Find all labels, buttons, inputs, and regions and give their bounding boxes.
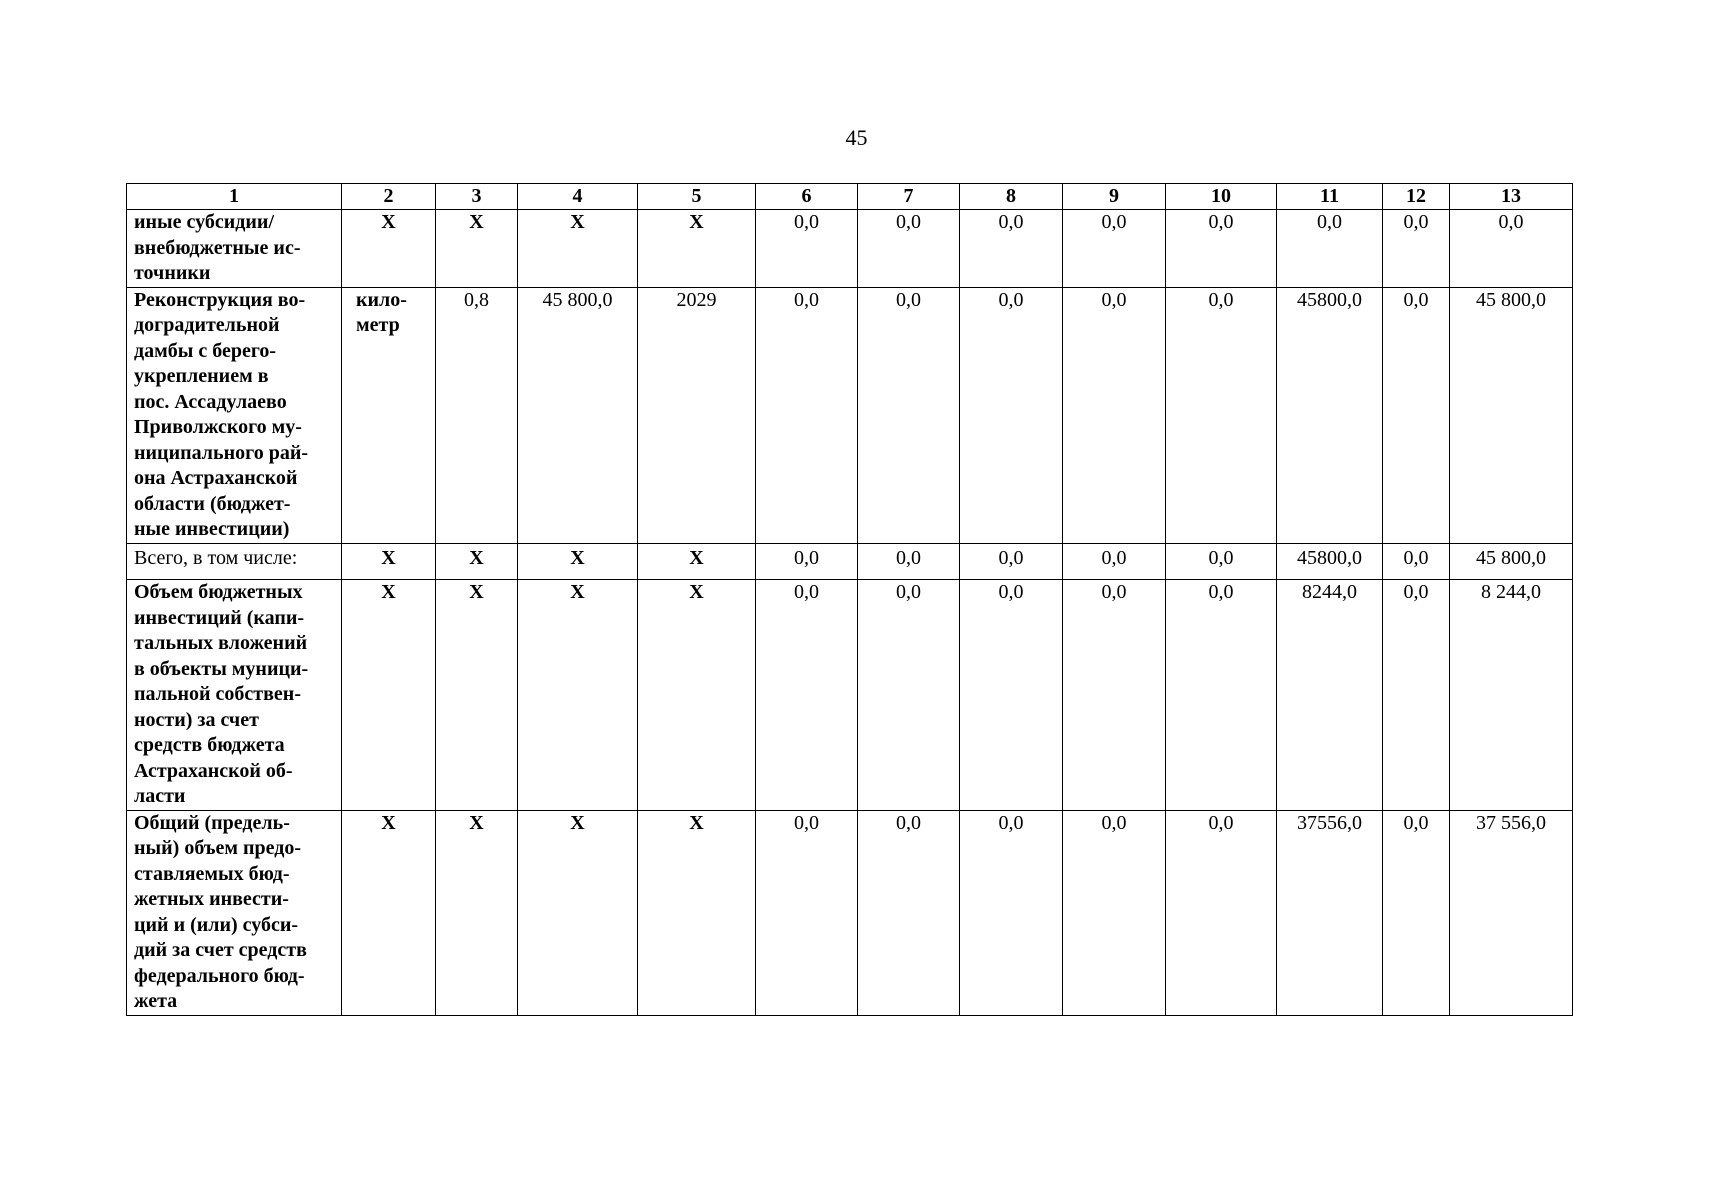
table-cell: 0,0: [1166, 287, 1277, 543]
table-cell: Х: [436, 210, 518, 288]
table-cell: 0,8: [436, 287, 518, 543]
table-cell: 0,0: [1063, 210, 1166, 288]
table-cell: Х: [638, 210, 756, 288]
row-name-line: тальных вложений: [134, 632, 308, 654]
table-cell: Х: [436, 810, 518, 1015]
table-row: [127, 287, 1573, 543]
table-cell: 0,0: [1166, 580, 1277, 811]
row-name-line: ций и (или) субси-: [134, 913, 299, 936]
row-name-cell: [127, 210, 342, 288]
row-name-line: в объекты муници-: [134, 657, 309, 680]
column-header: 1: [127, 184, 342, 210]
table-cell: 0,0: [1166, 810, 1277, 1015]
table-cell: 0,0: [858, 287, 960, 543]
table-cell: 45800,0: [1277, 543, 1383, 580]
row-name-cell: [127, 580, 342, 811]
column-header: 6: [756, 184, 858, 210]
row-name-line: ный) объем предо-: [134, 837, 302, 859]
table-cell: Х: [518, 210, 638, 288]
row-name-line: средств бюджета: [134, 734, 285, 756]
table-cell: Х: [342, 580, 436, 811]
row-name-line: пос. Ассадулаево: [134, 390, 287, 413]
page-number: 45: [845, 125, 868, 150]
table-cell: 45 800,0: [518, 287, 638, 543]
table-cell: 0,0: [960, 543, 1063, 580]
table-cell: Х: [436, 543, 518, 580]
table-cell: 0,0: [1383, 210, 1450, 288]
table-cell: 0,0: [756, 810, 858, 1015]
table-header-row: [127, 184, 1573, 210]
row-name-line: жета: [134, 990, 178, 1012]
table-cell: 45 800,0: [1450, 287, 1573, 543]
row-name-line: Общий (предель-: [134, 811, 290, 834]
table-cell: Х: [518, 580, 638, 811]
table-cell: 0,0: [960, 210, 1063, 288]
table-cell: 0,0: [1063, 810, 1166, 1015]
table-cell: 0,0: [1383, 543, 1450, 580]
table-cell: Х: [342, 810, 436, 1015]
row-name-line: федерального бюд-: [134, 964, 305, 987]
table-cell: Х: [638, 580, 756, 811]
row-name-line: Реконструкция во-: [134, 288, 306, 311]
row-name-line: ставляемых бюд-: [134, 862, 290, 885]
table-cell: 0,0: [1383, 580, 1450, 811]
table-cell: Х: [518, 810, 638, 1015]
table-cell: 0,0: [1166, 543, 1277, 580]
table-row: [127, 210, 1573, 288]
table-cell: Х: [436, 580, 518, 811]
budget-table: [126, 183, 1573, 1016]
row-name-line: Всего, в том числе:: [134, 546, 298, 569]
row-name-line: Астраханской об-: [134, 759, 293, 782]
table-cell: 0,0: [858, 810, 960, 1015]
row-name-line: она Астраханской: [134, 467, 298, 489]
table-cell: 0,0: [1277, 210, 1383, 288]
table-cell: 0,0: [1063, 287, 1166, 543]
column-header: 8: [960, 184, 1063, 210]
table-cell: 0,0: [858, 580, 960, 811]
column-header: 12: [1383, 184, 1450, 210]
column-header: 11: [1277, 184, 1383, 210]
unit-cell: [342, 287, 436, 543]
column-header: 7: [858, 184, 960, 210]
table-row: [127, 810, 1573, 1015]
table-cell: 0,0: [960, 287, 1063, 543]
table-cell: 8 244,0: [1450, 580, 1573, 811]
column-header: 10: [1166, 184, 1277, 210]
table-cell: 0,0: [858, 543, 960, 580]
row-name-line: Объем бюджетных: [134, 581, 303, 603]
table-cell: Х: [638, 810, 756, 1015]
table-cell: 8244,0: [1277, 580, 1383, 811]
table-row: [127, 580, 1573, 811]
row-name-line: ности) за счет: [134, 708, 259, 731]
table-row: [127, 543, 1573, 580]
column-header: 5: [638, 184, 756, 210]
column-header: 2: [342, 184, 436, 210]
row-name-line: внебюджетные ис-: [134, 236, 301, 259]
row-name-cell: [127, 287, 342, 543]
table-cell: 0,0: [756, 287, 858, 543]
table-cell: 37556,0: [1277, 810, 1383, 1015]
table-cell: Х: [638, 543, 756, 580]
row-name-line: пальной собствен-: [134, 683, 301, 705]
row-name-line: укреплением в: [134, 365, 269, 387]
row-name-cell: [127, 810, 342, 1015]
row-name-line: ниципального рай-: [134, 441, 309, 464]
row-name-line: доградительной: [134, 314, 280, 336]
row-name-line: инвестиций (капи-: [134, 606, 305, 629]
table-cell: 37 556,0: [1450, 810, 1573, 1015]
row-name-line: дий за счет средств: [134, 939, 307, 961]
column-header: 3: [436, 184, 518, 210]
column-header: 4: [518, 184, 638, 210]
table-cell: 45 800,0: [1450, 543, 1573, 580]
table-cell: 0,0: [1166, 210, 1277, 288]
table-cell: 0,0: [1063, 580, 1166, 811]
table-cell: 45800,0: [1277, 287, 1383, 543]
table-cell: Х: [518, 543, 638, 580]
table-cell: 0,0: [756, 580, 858, 811]
table-cell: 0,0: [1063, 543, 1166, 580]
row-name-line: ные инвестиции): [134, 518, 290, 540]
column-header: 13: [1450, 184, 1573, 210]
row-name-line: области (бюджет-: [134, 492, 291, 515]
table-cell: Х: [342, 543, 436, 580]
table-cell: 0,0: [1450, 210, 1573, 288]
table-cell: 0,0: [756, 210, 858, 288]
table-cell: 0,0: [756, 543, 858, 580]
unit-line: метр: [356, 314, 400, 336]
row-name-cell: [127, 543, 342, 580]
table-cell: Х: [342, 210, 436, 288]
table-cell: 0,0: [858, 210, 960, 288]
row-name-line: Приволжского му-: [134, 416, 302, 438]
unit-line: кило-: [356, 288, 407, 311]
table-cell: 0,0: [1383, 287, 1450, 543]
row-name-line: жетных инвести-: [134, 888, 289, 910]
row-name-line: иные субсидии/: [134, 211, 275, 233]
row-name-line: дамбы с берего-: [134, 339, 277, 362]
table-cell: 0,0: [960, 810, 1063, 1015]
table-cell: 0,0: [1383, 810, 1450, 1015]
row-name-line: точники: [134, 262, 211, 284]
row-name-line: ласти: [134, 785, 186, 807]
table-cell: 2029: [638, 287, 756, 543]
table-cell: 0,0: [960, 580, 1063, 811]
column-header: 9: [1063, 184, 1166, 210]
